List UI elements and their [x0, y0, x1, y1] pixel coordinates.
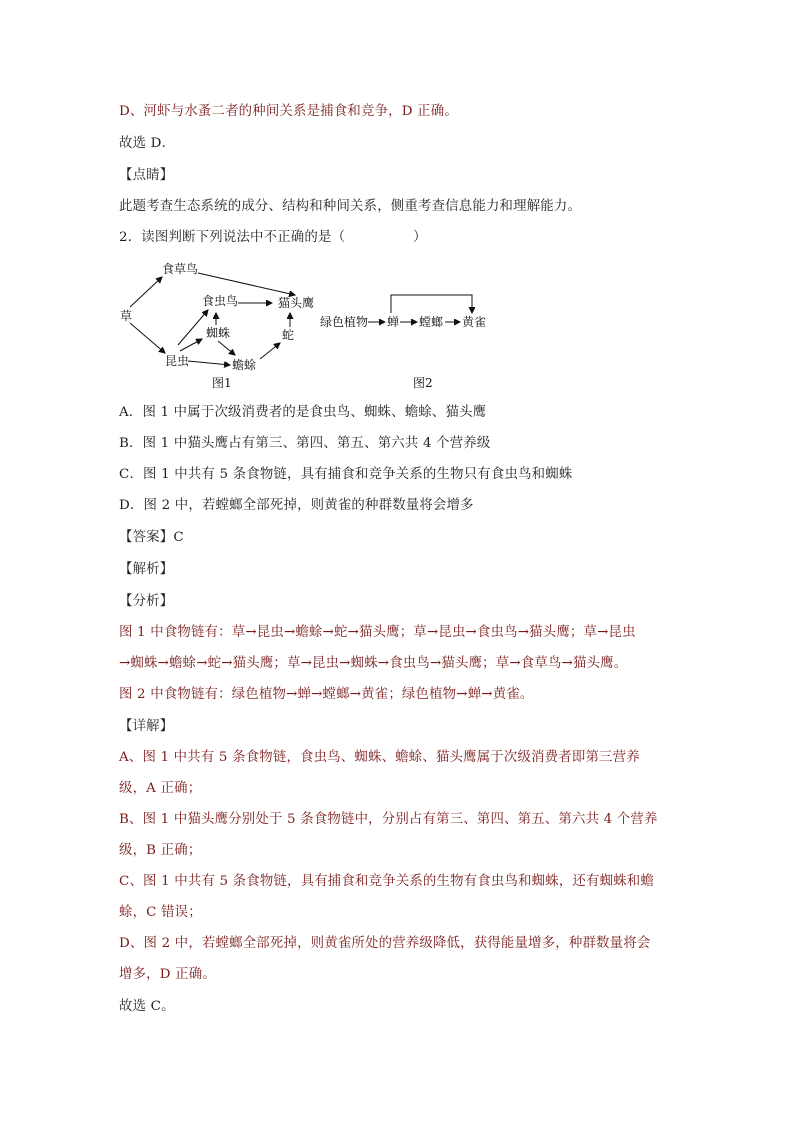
node-owl: 猫头鹰	[278, 296, 315, 310]
detail-heading: 【详解】	[119, 719, 174, 734]
node-oriole: 黄雀	[462, 315, 487, 329]
edge-insect-spider	[180, 339, 202, 351]
option-b: B．图 1 中猫头鹰占有第三、第四、第五、第六共 4 个营养级	[119, 436, 491, 451]
food-web-diagram	[110, 255, 510, 400]
edge-spider-toad	[218, 341, 235, 355]
detail-line-3: B、图 1 中猫头鹰分别处于 5 条食物链中，分别占有第三、第四、第五、第六共 4 个营养	[119, 812, 658, 827]
note-text: 此题考查生态系统的成分、结构和种间关系，侧重考查信息能力和理解能力。	[119, 199, 582, 214]
node-snake: 蛇	[282, 328, 295, 342]
edge-cicada-oriole	[391, 295, 472, 313]
node-grass: 草	[120, 309, 133, 323]
figure2-caption: 图2	[413, 376, 433, 390]
edge-seedbird-owl	[198, 273, 295, 295]
edge-toad-snake	[260, 343, 280, 359]
prev-option-d: D、河虾与水蚤二者的种间关系是捕食和竞争，D 正确。	[119, 104, 458, 119]
analysis-heading: 【解析】	[119, 562, 174, 577]
detail-line-4: 级，B 正确；	[119, 843, 202, 858]
fenxi-line-3: 图 2 中食物链有：绿色植物→蝉→螳螂→黄雀；绿色植物→蝉→黄雀。	[119, 687, 534, 702]
edge-insect-toad	[188, 361, 230, 365]
detail-line-2: 级，A 正确；	[119, 781, 202, 796]
node-insect: 昆虫	[165, 354, 190, 368]
node-insect-bird: 食虫鸟	[202, 294, 239, 308]
final-conclusion: 故选 C。	[119, 999, 175, 1014]
node-spider: 蜘蛛	[206, 326, 231, 340]
answer-label: 【答案】C	[119, 530, 184, 545]
option-d: D．图 2 中，若螳螂全部死掉，则黄雀的种群数量将会增多	[119, 498, 474, 513]
detail-line-6: 蜍，C 错误；	[119, 905, 202, 920]
fenxi-line-2: →蜘蛛→蟾蜍→蛇→猫头鹰；草→昆虫→蜘蛛→食虫鸟→猫头鹰；草→食草鸟→猫头鹰。	[119, 656, 628, 671]
edge-insect-insectbird	[178, 310, 208, 345]
node-seed-bird: 食草鸟	[162, 262, 199, 276]
option-a: A．图 1 中属于次级消费者的是食虫鸟、蜘蛛、蟾蜍、猫头鹰	[119, 405, 487, 420]
detail-line-8: 增多，D 正确。	[119, 967, 216, 982]
question-stem: 2．读图判断下列说法中不正确的是（ ）	[119, 230, 427, 245]
option-c: C．图 1 中共有 5 条食物链，具有捕食和竞争关系的生物只有食虫鸟和蜘蛛	[119, 467, 573, 482]
note-heading: 【点睛】	[119, 168, 174, 183]
figure1-caption: 图1	[212, 376, 232, 390]
prev-conclusion: 故选 D．	[119, 136, 176, 151]
detail-line-5: C、图 1 中共有 5 条食物链，具有捕食和竞争关系的生物有食虫鸟和蜘蛛，还有蜘蛛和蟾	[119, 874, 654, 889]
node-toad: 蟾蜍	[232, 358, 257, 372]
detail-line-7: D、图 2 中，若螳螂全部死掉，则黄雀所处的营养级降低，获得能量增多，种群数量将会	[119, 936, 651, 951]
edge-grass-seedbird	[130, 277, 162, 307]
node-mantis: 螳螂	[419, 315, 444, 329]
detail-line-1: A、图 1 中共有 5 条食物链，食虫鸟、蜘蛛、蟾蜍、猫头鹰属于次级消费者即第三营养	[119, 750, 640, 765]
node-cicada: 蝉	[387, 315, 400, 329]
fenxi-heading: 【分析】	[119, 594, 174, 609]
fenxi-line-1: 图 1 中食物链有：草→昆虫→蟾蜍→蛇→猫头鹰；草→昆虫→食虫鸟→猫头鹰；草→昆虫	[119, 625, 636, 640]
node-plant: 绿色植物	[320, 315, 369, 329]
edge-grass-insect	[130, 323, 165, 353]
